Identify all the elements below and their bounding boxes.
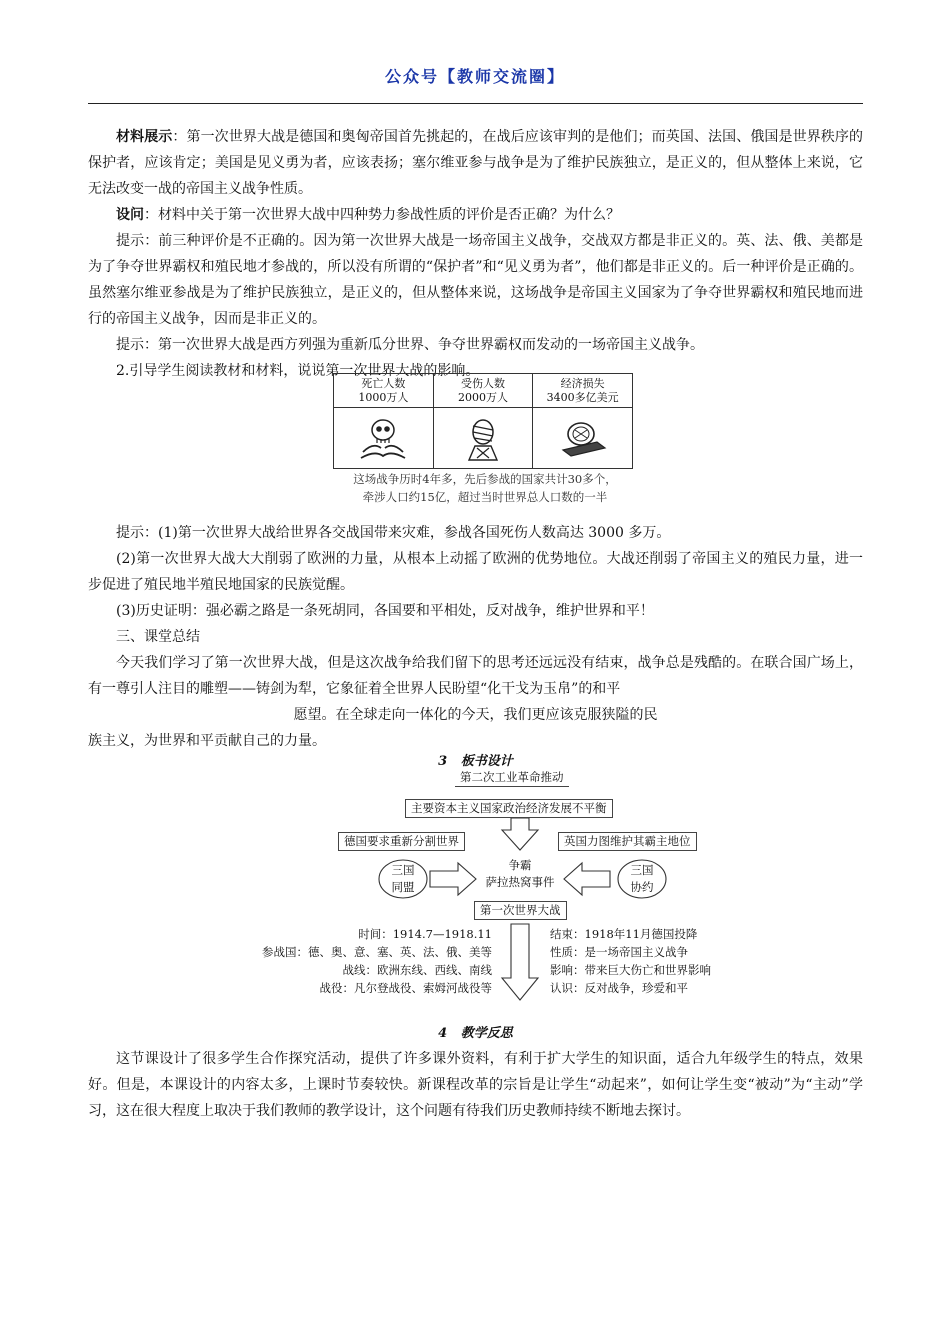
figure-value: 2000万人 — [458, 391, 508, 404]
board-left-line-1: 时间：1914.7—1918.11 — [358, 927, 492, 941]
board-right-line-2: 性质：是一场帝国主义战争 — [550, 945, 688, 959]
figure-caption-line-1: 这场战争历时4年多，先后参战的国家共计30多个， — [353, 472, 617, 486]
impact-and-summary-block — [88, 520, 863, 754]
impact-paragraph-2: (2)第一次世界大战大大削弱了欧洲的力量，从根本上动摇了欧洲的优势地位。大战还削弱了帝国主义的殖民力量，进一步促进了殖民地半殖民地国家的民族觉醒。 — [88, 551, 863, 593]
figure-caption — [320, 470, 650, 506]
board-left-line-2: 参战国：德、奥、意、塞、英、法、俄、美等 — [262, 945, 492, 959]
summary-heading: 三、课堂总结 — [116, 629, 200, 645]
reflection-title: 教学反思 — [460, 1026, 513, 1041]
board-left-line-3: 战线：欧洲东线、西线、南线 — [342, 963, 492, 977]
board-top-label: 第二次工业革命推动 — [455, 769, 569, 787]
board-left-line-4: 战役：凡尔登战役、索姆河战役等 — [319, 981, 492, 995]
page-header-title: 公众号【教师交流圈】 — [384, 67, 565, 86]
board-right-line-1: 结束：1918年11月德国投降 — [550, 927, 698, 941]
board-design-heading — [88, 750, 863, 769]
casualty-figure — [333, 373, 633, 469]
material-label: 材料展示 — [116, 129, 173, 145]
summary-paragraph-end: 族主义，为世界和平贡献自己的力量。 — [88, 733, 326, 749]
impact-paragraph-3: (3)历史证明：强必霸之路是一条死胡同，各国要和平相处，反对战争，维护世界和平！ — [116, 603, 654, 619]
question-label: 设问 — [116, 207, 144, 223]
figure-label: 死亡人数 — [361, 377, 406, 390]
material-text: ：第一次世界大战是德国和奥匈帝国首先挑起的，在战后应该审判的是他们；而英国、法国、俄国是世界秩序的保护者，应该肯定；美国是见义勇为者，应该表扬；塞尔维亚参与战争是为了维护民族独立，是正义的，但从整体上来说，它无法改变一战的帝国主义战争性质。 — [88, 129, 864, 197]
board-triple-alliance: 三国同盟 — [391, 863, 415, 894]
reflection-block — [88, 1046, 863, 1124]
board-germany-box: 德国要求重新分割世界 — [338, 832, 465, 851]
question-paragraph — [88, 202, 863, 228]
figure-label: 经济损失 — [560, 377, 605, 390]
reflection-number: 4 — [438, 1026, 448, 1041]
hint-paragraph-2: 提示：第一次世界大战是西方列强为重新瓜分世界、争夺世界霸权而发动的一场帝国主义战争。 — [116, 337, 704, 353]
reflection-paragraph: 这节课设计了很多学生合作探究活动，提供了许多课外资料，有利于扩大学生的知识面，适合九年级学生的特点，效果好。但是，本课设计的内容太多，上课时节奏较快。新课程改革的宗旨是让学生“动起来”，如何让学生变“被动”为“主动”学习，这在很大程度上取决于我们教师的教学设计，这个问题有待我们历史教师持续不断地去探讨。 — [88, 1051, 863, 1119]
material-paragraph — [88, 124, 863, 202]
board-right-line-3: 影响：带来巨大伤亡和世界影响 — [550, 963, 711, 977]
board-ww1-box: 第一次世界大战 — [474, 901, 567, 920]
bandaged-head-icon — [453, 412, 513, 462]
board-sarajevo-label: 萨拉热窝事件 — [485, 875, 555, 889]
board-imbalance-box: 主要资本主义国家政治经济发展不平衡 — [405, 799, 613, 818]
board-diagram — [230, 768, 750, 1008]
skull-icon — [353, 412, 413, 462]
lesson-discussion-block — [88, 124, 863, 384]
figure-caption-line-2: 牵涉人口约15亿，超过当时世界总人口数的一半 — [362, 490, 608, 504]
board-design-number: 3 — [438, 754, 448, 769]
figure-value: 1000万人 — [358, 391, 409, 404]
step-2-paragraph: 2.引导学生阅读教材和材料，说说第一次世界大战的影响。 — [116, 363, 480, 379]
figure-label: 受伤人数 — [461, 377, 505, 390]
summary-paragraph: 今天我们学习了第一次世界大战，但是这次战争给我们留下的思考还远远没有结束，战争总是残酷的。在联合国广场上，有一尊引人注目的雕塑——铸剑为犁，它象征着全世界人民盼望“化干戈为玉帛”的和平 — [88, 655, 863, 697]
reflection-heading — [88, 1022, 863, 1041]
header-divider — [88, 103, 863, 104]
board-right-line-4: 认识：反对战争，珍爱和平 — [550, 981, 688, 995]
hint-paragraph-1: 提示：前三种评价是不正确的。因为第一次世界大战是一场帝国主义战争，交战双方都是非正义的。英、法、俄、美都是为了争夺世界霸权和殖民地才参战的，所以没有所谓的“保护者”和“见义勇为者”，他们都是非正义的。后一种评价是正确的。虽然塞尔维亚参战是为了维护民族独立，是正义的，但从整体来说，这场战争是帝国主义国家为了争夺世界霸权和殖民地而进行的帝国主义战争，因而是非正义的。 — [88, 233, 863, 327]
figure-cell-deaths — [334, 374, 434, 468]
figure-cell-wounded — [434, 374, 534, 468]
board-triple-entente: 三国协约 — [630, 863, 654, 894]
board-britain-box: 英国力图维护其霸主地位 — [558, 832, 697, 851]
coin-stack-icon — [553, 412, 613, 462]
impact-paragraph-1: 提示：(1)第一次世界大战给世界各交战国带来灾难，参战各国死伤人数高达 3000 多万。 — [116, 525, 671, 541]
board-design-title: 板书设计 — [460, 754, 513, 769]
board-contend-label: 争霸 — [508, 858, 532, 872]
figure-value: 3400多亿美元 — [546, 391, 619, 404]
figure-cell-economic-loss — [533, 374, 632, 468]
question-text: ：材料中关于第一次世界大战中四种势力参战性质的评价是否正确？为什么？ — [144, 207, 620, 223]
summary-paragraph-centered-line: 愿望。在全球走向一体化的今天，我们更应该克服狭隘的民 — [293, 707, 658, 723]
